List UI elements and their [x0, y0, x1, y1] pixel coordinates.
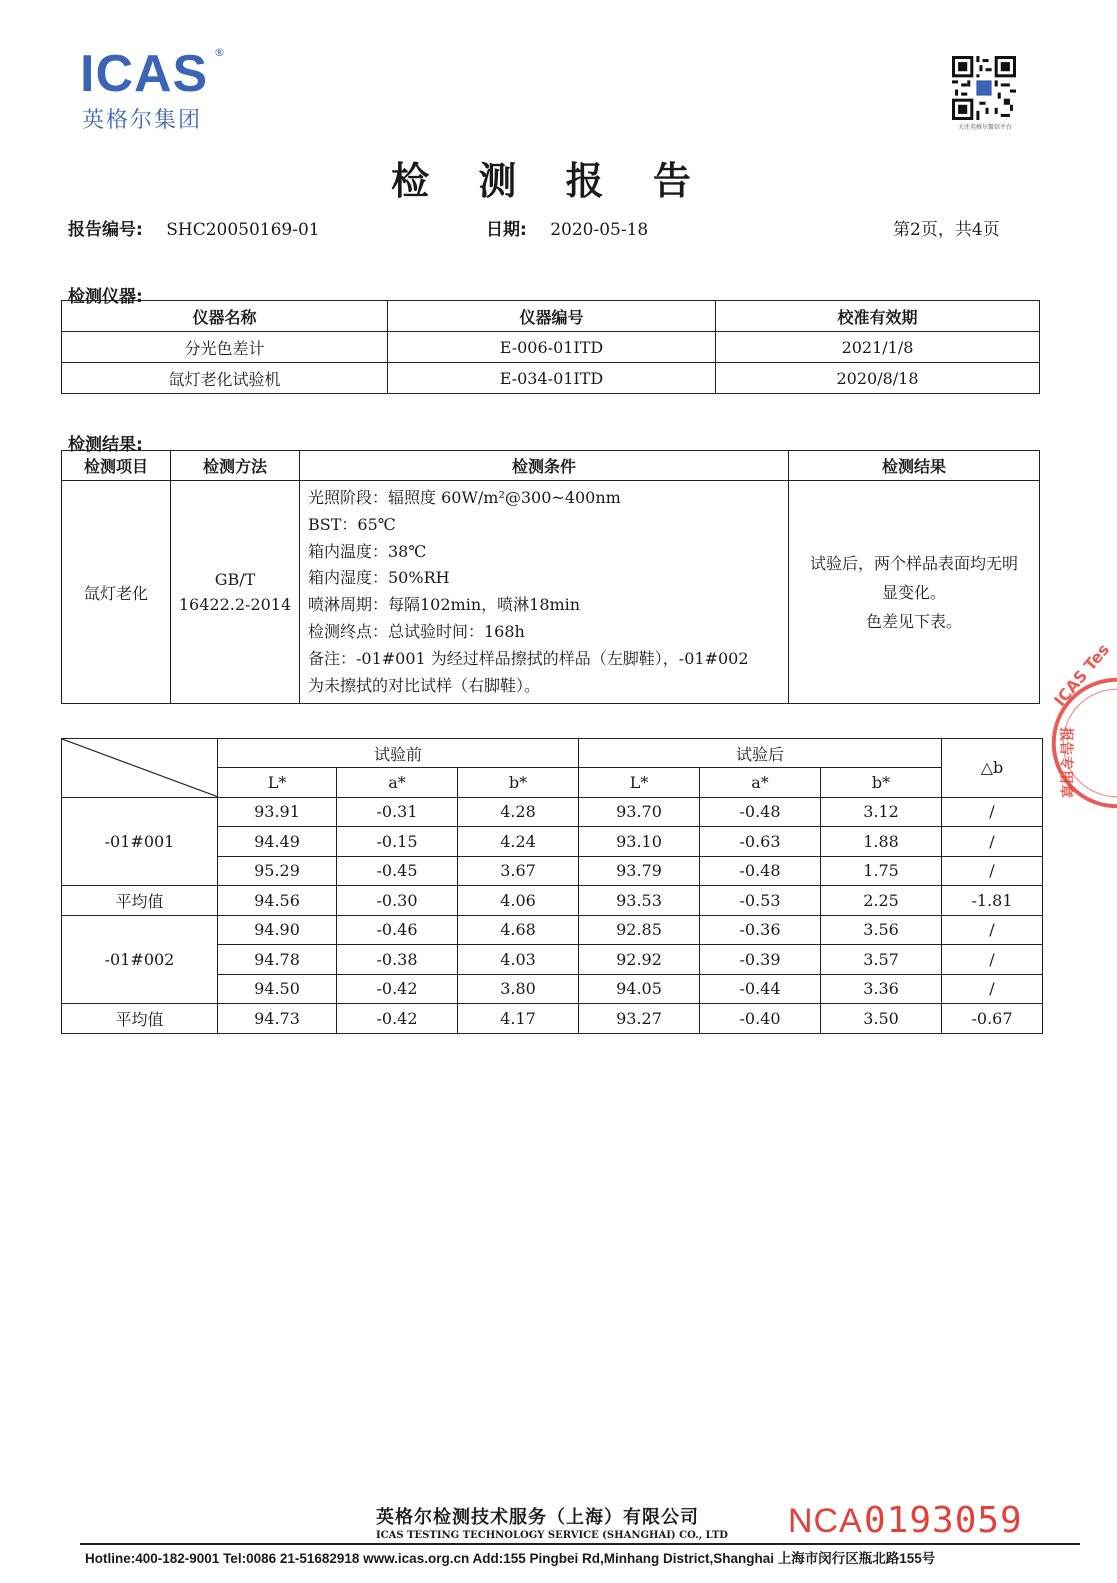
page-indicator: 第2页，共4页: [893, 220, 1000, 240]
report-date-label: 日期:: [486, 220, 527, 240]
report-date-value: 2020-05-18: [550, 220, 649, 240]
table-header-row: [62, 301, 1040, 332]
sample-name: -01#001: [62, 797, 218, 886]
table-cell: /: [942, 827, 1043, 857]
table-cell: 3.80: [458, 974, 579, 1004]
official-stamp-icon: [1030, 628, 1117, 858]
column-header: 仪器名称: [62, 301, 388, 332]
table-cell: -0.67: [942, 1004, 1043, 1034]
result-line: 试验后，两个样品表面均无明: [809, 553, 1018, 573]
column-header: a*: [700, 768, 821, 798]
table-cell: -0.44: [700, 974, 821, 1004]
table-cell: /: [942, 856, 1043, 886]
column-header: 检测条件: [300, 451, 789, 481]
footer-divider: [80, 1543, 1080, 1545]
table-cell: -0.48: [700, 856, 821, 886]
column-header: 检测项目: [62, 451, 171, 481]
result-line: 色差见下表。: [865, 611, 962, 631]
condition-line: 检测终点：总试验时间：168h: [308, 621, 525, 641]
table-cell: 93.79: [579, 856, 700, 886]
qr-caption: 关注英格尔微信平台: [957, 124, 1012, 131]
condition-line: 光照阶段：辐照度 60W/m²@300~400nm: [308, 488, 621, 507]
table-cell: 4.17: [458, 1004, 579, 1034]
page-title: 检 测 报 告: [391, 159, 709, 203]
table-cell: -0.48: [700, 797, 821, 827]
table-row: [62, 915, 1043, 945]
table-cell: -0.31: [337, 797, 458, 827]
diagonal-line: [62, 739, 217, 797]
table-cell: 94.49: [218, 827, 337, 857]
column-header: b*: [821, 768, 942, 798]
report-number-label: 报告编号:: [68, 220, 143, 240]
sample-name: -01#002: [62, 915, 218, 1004]
table-cell: 93.10: [579, 827, 700, 857]
column-header: L*: [579, 768, 700, 798]
svg-text:ICAS Tes: ICAS Tes: [1050, 640, 1114, 710]
table-cell: -0.30: [337, 886, 458, 916]
table-cell: 3.56: [821, 915, 942, 945]
condition-line: BST：65℃: [308, 514, 396, 534]
table-cell: /: [942, 797, 1043, 827]
table-row: [62, 363, 1040, 394]
table-cell: 4.24: [458, 827, 579, 857]
registered-mark: ®: [214, 46, 225, 59]
table-cell: 2021/1/8: [716, 332, 1040, 363]
table-cell: 94.73: [218, 1004, 337, 1034]
table-cell: 93.53: [579, 886, 700, 916]
table-cell: 95.29: [218, 856, 337, 886]
diagonal-corner-cell: [62, 739, 218, 798]
table-cell: -0.42: [337, 1004, 458, 1034]
serial-number: 0193059: [864, 1500, 1023, 1541]
table-cell: 93.70: [579, 797, 700, 827]
condition-line: 箱内湿度：50%RH: [308, 568, 450, 588]
column-header: 检测方法: [171, 451, 300, 481]
instruments-table: [61, 300, 1040, 394]
table-cell: -0.15: [337, 827, 458, 857]
condition-line: 箱内温度：38℃: [308, 541, 427, 561]
report-date: [486, 215, 648, 240]
table-cell: 3.57: [821, 945, 942, 975]
table-row: [62, 481, 1040, 704]
table-cell: -0.53: [700, 886, 821, 916]
table-cell: /: [942, 974, 1043, 1004]
qr-code-icon: [952, 56, 1016, 120]
test-conditions: [300, 481, 789, 704]
footer-company-en: ICAS TESTING TECHNOLOGY SERVICE (SHANGHAI) CO., LTD: [376, 1530, 728, 1541]
group-header-before: 试验前: [218, 739, 579, 768]
table-cell: 94.78: [218, 945, 337, 975]
table-cell: 94.05: [579, 974, 700, 1004]
test-item: 氙灯老化: [62, 481, 171, 704]
table-cell: -0.36: [700, 915, 821, 945]
table-cell: 3.12: [821, 797, 942, 827]
delta-b-header: △b: [942, 739, 1043, 798]
svg-text:报告专用章: 报告专用章: [1057, 727, 1074, 799]
table-header-row: [62, 451, 1040, 481]
company-logo-subtitle: 英格尔集团: [82, 108, 203, 133]
results-table: [61, 450, 1040, 704]
report-number: [68, 215, 320, 240]
table-cell: 92.85: [579, 915, 700, 945]
column-header: 校准有效期: [716, 301, 1040, 332]
table-cell: 1.75: [821, 856, 942, 886]
average-row: [62, 1004, 1043, 1034]
column-header: b*: [458, 768, 579, 798]
table-cell: E-034-01ITD: [388, 363, 716, 394]
condition-line: 备注：-01#001 为经过样品擦拭的样品（左脚鞋），-01#002: [308, 648, 749, 668]
column-header: 检测结果: [789, 451, 1040, 481]
test-method-line: 16422.2-2014: [178, 595, 292, 615]
table-cell: -0.39: [700, 945, 821, 975]
result-line: 显变化。: [881, 582, 946, 602]
table-header-row: [62, 739, 1043, 768]
table-cell: -0.46: [337, 915, 458, 945]
table-cell: -0.63: [700, 827, 821, 857]
table-cell: 4.06: [458, 886, 579, 916]
table-cell: E-006-01ITD: [388, 332, 716, 363]
table-row: [62, 332, 1040, 363]
average-row: [62, 886, 1043, 916]
table-cell: 2020/8/18: [716, 363, 1040, 394]
column-header: a*: [337, 768, 458, 798]
average-label: 平均值: [62, 1004, 218, 1034]
table-cell: -1.81: [942, 886, 1043, 916]
table-cell: 93.91: [218, 797, 337, 827]
footer-contact: Hotline:400-182-9001 Tel:0086 21-51682918 www.icas.org.cn Add:155 Pingbei Rd,Minhang District,Shanghai 上海市闵行区瓶北路155号: [85, 1551, 936, 1566]
group-header-after: 试验后: [579, 739, 942, 768]
table-cell: 3.67: [458, 856, 579, 886]
table-cell: /: [942, 915, 1043, 945]
table-cell: 94.90: [218, 915, 337, 945]
color-difference-table: [61, 738, 1043, 1034]
table-cell: 3.50: [821, 1004, 942, 1034]
table-cell: 分光色差计: [62, 332, 388, 363]
table-cell: 4.03: [458, 945, 579, 975]
average-label: 平均值: [62, 886, 218, 916]
test-method: [171, 481, 300, 704]
table-cell: -0.40: [700, 1004, 821, 1034]
table-cell: 4.68: [458, 915, 579, 945]
table-cell: 92.92: [579, 945, 700, 975]
company-logo: ICAS: [80, 45, 209, 103]
condition-line: 喷淋周期：每隔102min，喷淋18min: [308, 595, 581, 615]
column-header: L*: [218, 768, 337, 798]
instruments-section-label: 检测仪器:: [68, 287, 143, 307]
table-cell: -0.42: [337, 974, 458, 1004]
table-cell: -0.45: [337, 856, 458, 886]
table-cell: 3.36: [821, 974, 942, 1004]
results-section-label: 检测结果:: [68, 435, 143, 455]
test-method-line: GB/T: [214, 570, 256, 590]
table-cell: -0.38: [337, 945, 458, 975]
table-cell: 94.56: [218, 886, 337, 916]
table-cell: 氙灯老化试验机: [62, 363, 388, 394]
condition-line: 为未擦拭的对比试样（右脚鞋）。: [308, 675, 541, 695]
table-row: [62, 797, 1043, 827]
table-cell: 2.25: [821, 886, 942, 916]
table-cell: /: [942, 945, 1043, 975]
serial-prefix: NCA: [788, 1502, 863, 1540]
table-cell: 94.50: [218, 974, 337, 1004]
table-cell: 1.88: [821, 827, 942, 857]
test-result: [789, 481, 1040, 704]
table-cell: 4.28: [458, 797, 579, 827]
footer-company-cn: 英格尔检测技术服务（上海）有限公司: [376, 1507, 699, 1528]
report-number-value: SHC20050169-01: [166, 220, 320, 240]
table-cell: 93.27: [579, 1004, 700, 1034]
column-header: 仪器编号: [388, 301, 716, 332]
